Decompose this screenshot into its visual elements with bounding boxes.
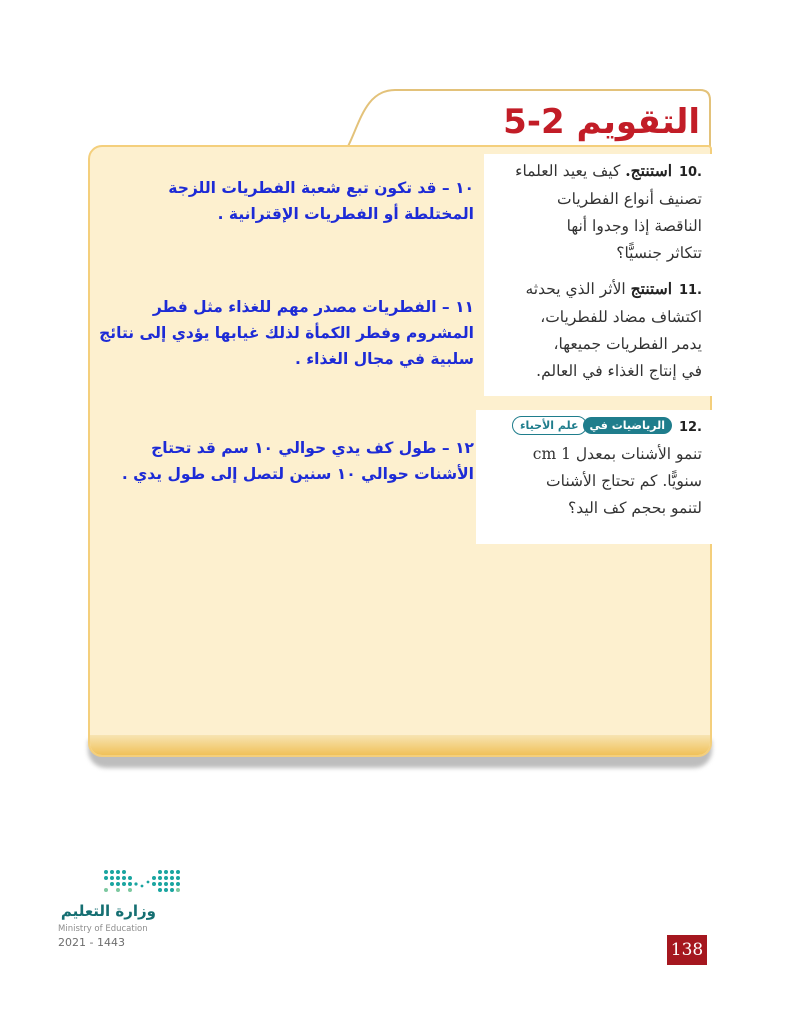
- answer-line: ١٠ – قد تكون تبع شعبة الفطريات اللزجة: [168, 179, 474, 197]
- question-label: استنتج.: [625, 161, 673, 180]
- ministry-logo-icon: [102, 866, 202, 898]
- panel-bottom-band: [90, 735, 710, 755]
- subject-pill-secondary: علم الأحياء: [512, 416, 587, 435]
- question-text: الناقصة إذا وجدوا أنها: [566, 217, 702, 235]
- answer-line: ١١ – الفطريات مصدر مهم للغذاء مثل فطر: [152, 298, 474, 316]
- question-text: اكتشاف مضاد للفطريات،: [540, 308, 702, 326]
- answer-line: المختلطة أو الفطريات الإقترانية .: [217, 205, 474, 223]
- ministry-name-en: Ministry of Education: [58, 924, 148, 934]
- question-text: في إنتاج الغذاء في العالم.: [536, 362, 702, 380]
- answer-line: الأشنات حوالي ١٠ سنين لتصل إلى طول يدي .: [121, 465, 474, 483]
- question-text: يدمر الفطريات جميعها،: [553, 335, 702, 353]
- question-text: تنمو الأشنات بمعدل 1 cm: [532, 445, 702, 463]
- answer-line: المشروم وفطر الكمأة لذلك غيابها يؤدي إلى نتائج: [99, 324, 474, 342]
- page-number: 138: [667, 935, 707, 965]
- answer-12: [122, 435, 474, 487]
- answer-10: [168, 175, 474, 227]
- question-text: تصنيف أنواع الفطريات: [557, 190, 702, 208]
- question-text: سنويًّا. كم تحتاج الأشنات: [546, 472, 702, 490]
- question-number: .10: [678, 165, 702, 180]
- answer-11: [99, 294, 474, 372]
- ministry-name-ar: وزارة التعليم: [60, 902, 156, 920]
- answer-line: سلبية في مجال الغذاء .: [294, 350, 474, 368]
- section-title: التقويم 2-5: [503, 102, 700, 142]
- question-text: تتكاثر جنسيًّا؟: [616, 244, 702, 262]
- question-text: الأثر الذي يحدثه: [525, 280, 626, 298]
- question-text: لتنمو بحجم كف اليد؟: [568, 499, 702, 517]
- question-number: .11: [678, 283, 702, 298]
- ministry-logo: [46, 862, 176, 962]
- question-12: [476, 410, 712, 544]
- answer-line: ١٢ – طول كف يدي حوالي ١٠ سم قد تحتاج: [151, 439, 474, 457]
- question-number: .12: [678, 420, 702, 435]
- question-text: كيف يعيد العلماء: [515, 162, 621, 180]
- subject-pill: الرياضيات في: [583, 417, 672, 434]
- question-10: [484, 154, 712, 272]
- question-label: استنتج: [630, 279, 673, 298]
- question-11: [484, 272, 712, 396]
- edition-year: 2021 - 1443: [58, 936, 125, 949]
